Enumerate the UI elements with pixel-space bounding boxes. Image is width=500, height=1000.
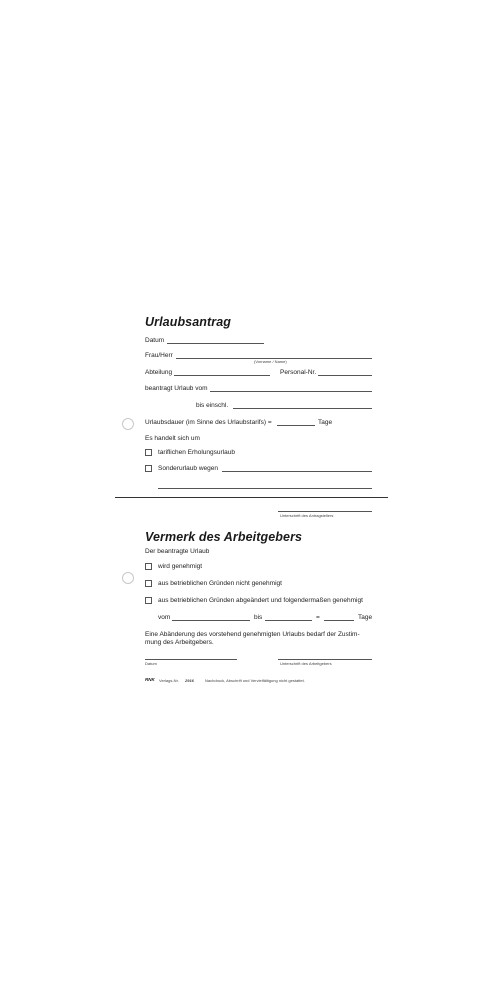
sonder-reason-field[interactable] xyxy=(222,471,372,472)
form-title: Urlaubsantrag xyxy=(145,315,232,329)
punch-hole-bottom xyxy=(122,572,134,584)
personal-nr-label: Personal-Nr. xyxy=(280,369,317,376)
abteilung-label: Abteilung xyxy=(145,369,173,376)
employer-signature-line[interactable] xyxy=(278,659,372,660)
applicant-signature-label: Unterschrift des Antragstellers xyxy=(280,513,334,518)
genehmigt-label: wird genehmigt xyxy=(158,563,203,570)
sonder-reason-field-2[interactable] xyxy=(158,488,372,489)
nicht-genehmigt-checkbox[interactable] xyxy=(145,580,152,587)
dauer-field[interactable] xyxy=(277,425,315,426)
dauer-unit: Tage xyxy=(318,419,333,426)
employer-datum-line[interactable] xyxy=(145,659,237,660)
punch-hole-top xyxy=(122,418,134,430)
employer-equals: = xyxy=(316,614,320,621)
abgeaendert-label: aus betrieblichen Gründen abgeändert und folgendermaßen genehmigt xyxy=(158,597,363,604)
applicant-signature-line[interactable] xyxy=(278,511,372,512)
employer-tage-field[interactable] xyxy=(324,620,354,621)
employer-intro: Der beantragte Urlaub xyxy=(145,548,210,555)
datum-label: Datum xyxy=(145,337,165,344)
handelt-label: Es handelt sich um xyxy=(145,435,200,442)
urlaub-vom-field[interactable] xyxy=(210,391,372,392)
employer-vom-label: vom xyxy=(158,614,171,621)
verlag-number: 2916 xyxy=(185,678,194,683)
abteilung-field[interactable] xyxy=(174,375,270,376)
personal-nr-field[interactable] xyxy=(318,375,372,376)
publisher-logo: RNK xyxy=(145,677,155,682)
note-line-1: Eine Abänderung des vorstehend genehmigten Urlaubs bedarf der Zustim- xyxy=(145,631,360,638)
copyright-notice: Nachdruck, Abschrift und Vervielfältigung nicht gestattet. xyxy=(205,678,305,683)
verlag-label: Verlags-Nr. xyxy=(159,678,179,683)
tariflich-checkbox[interactable] xyxy=(145,449,152,456)
name-hint: (Vorname / Name) xyxy=(254,359,287,364)
employer-datum-label: Datum xyxy=(145,661,157,666)
dauer-label: Urlaubsdauer (im Sinne des Urlaubstarifs) = xyxy=(145,419,272,426)
note-line-2: mung des Arbeitgebers. xyxy=(145,639,214,646)
bis-einschl-label: bis einschl. xyxy=(196,402,229,409)
name-label: Frau/Herr xyxy=(145,352,173,359)
employer-bis-label: bis xyxy=(254,614,263,621)
nicht-genehmigt-label: aus betrieblichen Gründen nicht genehmigt xyxy=(158,580,282,587)
employer-vom-field[interactable] xyxy=(172,620,250,621)
bis-einschl-field[interactable] xyxy=(233,408,372,409)
beantragt-label: beantragt Urlaub vom xyxy=(145,385,208,392)
abgeaendert-checkbox[interactable] xyxy=(145,597,152,604)
employer-tage-label: Tage xyxy=(358,614,373,621)
genehmigt-checkbox[interactable] xyxy=(145,563,152,570)
employer-bis-field[interactable] xyxy=(265,620,312,621)
employer-signature-label: Unterschrift des Arbeitgebers xyxy=(280,661,332,666)
employer-title: Vermerk des Arbeitgebers xyxy=(145,530,303,544)
tariflich-label: tariflichen Erholungsurlaub xyxy=(158,449,235,456)
section-divider xyxy=(115,497,388,498)
sonder-label: Sonderurlaub wegen xyxy=(158,465,218,472)
sonder-checkbox[interactable] xyxy=(145,465,152,472)
datum-field[interactable] xyxy=(167,343,264,344)
